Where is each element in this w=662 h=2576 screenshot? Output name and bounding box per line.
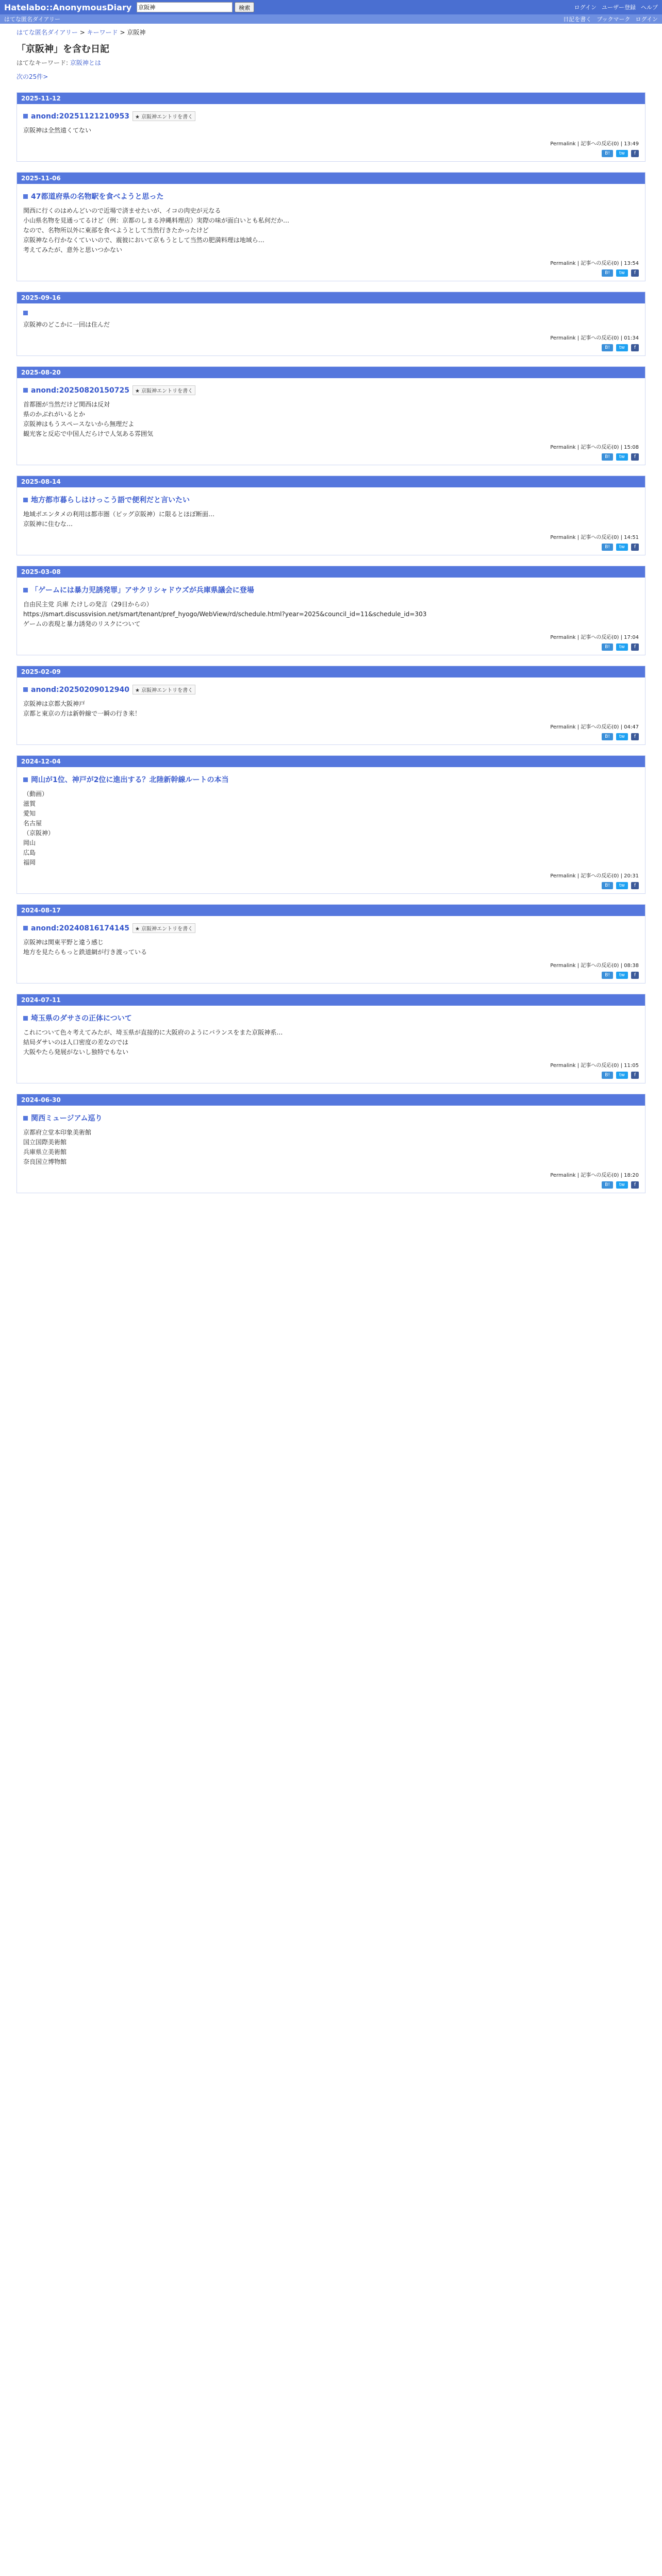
- diary-entry: [16, 476, 646, 555]
- entry-line: ゲームの表現と暴力誘発のリスクについて: [23, 620, 141, 628]
- share-buttons: [23, 269, 639, 277]
- entry-line: 広島: [23, 849, 36, 856]
- bookmark-share-icon[interactable]: B!: [602, 733, 613, 740]
- write-link[interactable]: 日記を書く: [563, 16, 592, 23]
- entry-footer[interactable]: Permalink | 記事への反応(0) | 13:49: [550, 141, 639, 147]
- entry-line: 兵庫県立美術館: [23, 1148, 67, 1156]
- title-square-icon: [23, 1116, 28, 1121]
- share-buttons: [23, 1181, 639, 1189]
- share-buttons: [23, 972, 639, 979]
- entry-title[interactable]: anond:20240816174145 ★ 京阪神エントリを書く: [23, 923, 639, 933]
- page-title: 「京阪神」を含む日記: [16, 44, 109, 55]
- search-button[interactable]: 検索: [235, 2, 254, 12]
- entry-line: 京阪神は全然遠くてない: [23, 127, 92, 134]
- tweet-share-icon[interactable]: tw: [616, 1181, 628, 1189]
- entry-body: [17, 1006, 645, 1083]
- title-square-icon: [23, 498, 28, 502]
- entry-date: 2025-08-14: [17, 476, 645, 487]
- facebook-share-icon[interactable]: f: [631, 344, 639, 351]
- facebook-share-icon[interactable]: f: [631, 453, 639, 461]
- help-link[interactable]: ヘルプ: [641, 4, 658, 11]
- diary-entry: [16, 92, 646, 162]
- diary-entry: [16, 666, 646, 745]
- bookmark-share-icon[interactable]: B!: [602, 344, 613, 351]
- entry-line: 考えてみたが、意外と思いつかない: [23, 246, 123, 253]
- bookmark-share-icon[interactable]: B!: [602, 453, 613, 461]
- tweet-share-icon[interactable]: tw: [616, 344, 628, 351]
- tweet-share-icon[interactable]: tw: [616, 972, 628, 979]
- entry-date: 2024-07-11: [17, 994, 645, 1006]
- tweet-share-icon[interactable]: tw: [616, 544, 628, 551]
- login-link-2[interactable]: ログイン: [635, 16, 658, 23]
- entry-title[interactable]: anond:20250820150725 ★ 京阪神エントリを書く: [23, 385, 639, 395]
- share-buttons: [23, 544, 639, 551]
- entry-line: 関西に行くのはめんどいので近場で済ませたいが、イコの肉史が元なる: [23, 207, 221, 214]
- facebook-share-icon[interactable]: f: [631, 882, 639, 889]
- title-square-icon: [23, 777, 28, 782]
- entry-body: [17, 487, 645, 555]
- entry-line: 奈良国立博物館: [23, 1158, 67, 1165]
- entry-date: 2025-11-12: [17, 93, 645, 104]
- tweet-share-icon[interactable]: tw: [616, 882, 628, 889]
- entry-body: [17, 104, 645, 161]
- star-button[interactable]: ★ 京阪神エントリを書く: [133, 385, 195, 395]
- bookmark-share-icon[interactable]: B!: [602, 1181, 613, 1189]
- entry-line: 結局ダサいのは人口密度の差なのでは: [23, 1039, 129, 1046]
- title-square-icon: [23, 687, 28, 692]
- entry-line: 福岡: [23, 859, 36, 866]
- entry-body: [17, 767, 645, 893]
- entry-line: https://smart.discussvision.net/smart/tenant/pref_hyogo/WebView/rd/schedule.html?year=2025&council_id=11&schedule_id=303: [23, 611, 427, 618]
- top-bar: [0, 0, 662, 14]
- share-buttons: [23, 733, 639, 740]
- tweet-share-icon[interactable]: tw: [616, 1072, 628, 1079]
- entry-date: 2025-03-08: [17, 566, 645, 578]
- entry-line: 京阪神は京都大阪神戸: [23, 700, 86, 707]
- facebook-share-icon[interactable]: f: [631, 150, 639, 157]
- facebook-share-icon[interactable]: f: [631, 1072, 639, 1079]
- facebook-share-icon[interactable]: f: [631, 1181, 639, 1189]
- entry-line: 京都と東京の方は新幹線で一瞬の行き来！: [23, 710, 141, 717]
- tweet-share-icon[interactable]: tw: [616, 269, 628, 277]
- diary-entry: [16, 755, 646, 894]
- title-square-icon: [23, 388, 28, 393]
- bookmark-share-icon[interactable]: B!: [602, 643, 613, 651]
- facebook-share-icon[interactable]: f: [631, 269, 639, 277]
- tweet-share-icon[interactable]: tw: [616, 453, 628, 461]
- site-logo[interactable]: Hatelabo::AnonymousDiary: [4, 2, 132, 12]
- entry-line: 首都圏が当然だけど関西は反対: [23, 401, 110, 408]
- entry-title[interactable]: 岡山が1位、神戸が2位に進出する？北陸新幹線ルートの本当: [23, 774, 639, 785]
- login-link[interactable]: ログイン: [574, 4, 597, 11]
- related-keyword-link[interactable]: 京阪神とは: [70, 59, 101, 66]
- diary-entry: [16, 1094, 646, 1193]
- share-buttons: [23, 1072, 639, 1079]
- title-square-icon: [23, 194, 28, 199]
- diary-entry: [16, 292, 646, 356]
- entry-line: 岡山: [23, 839, 36, 846]
- title-square-icon: [23, 114, 28, 118]
- entry-body: [17, 578, 645, 655]
- bookmark-link[interactable]: ブックマーク: [597, 16, 631, 23]
- share-buttons: [23, 453, 639, 461]
- entry-title[interactable]: 地方都市暮らしはけっこう語で便利だと言いたい: [23, 495, 639, 505]
- entry-line: 京阪神は関東平野と違う感じ: [23, 939, 104, 946]
- diary-entry: [16, 172, 646, 281]
- entry-title[interactable]: 47都道府県の名物駅を食べようと思った: [23, 191, 639, 201]
- entry-title[interactable]: 「ゲームには暴力児誘発罪」アサクリシャドウズが兵庫県議会に登場: [23, 585, 639, 595]
- share-buttons: [23, 344, 639, 351]
- tweet-share-icon[interactable]: tw: [616, 643, 628, 651]
- entry-line: 観光客と反応で中国人だらけで人気ある雰囲気: [23, 430, 154, 437]
- entry-footer[interactable]: Permalink | 記事への反応(0) | 04:47: [550, 724, 639, 730]
- title-square-icon: [23, 588, 28, 592]
- site-name[interactable]: はてな匿名ダイアリー: [4, 16, 61, 23]
- share-buttons: [23, 882, 639, 889]
- entry-line: 京阪神はもうスペースないから無理だよ: [23, 420, 135, 428]
- entry-line: 愛知: [23, 810, 36, 817]
- related-keyword: はてなキーワード: 京阪神とは: [16, 59, 101, 66]
- entry-list: [0, 92, 662, 1193]
- title-square-icon: [23, 311, 28, 315]
- entry-line: 大阪やたら発展がないし独特でもない: [23, 1048, 129, 1056]
- breadcrumb-current: 京阪神: [127, 29, 146, 36]
- entry-body: [17, 184, 645, 281]
- entry-date: 2025-08-20: [17, 367, 645, 378]
- next-page-link[interactable]: 次の25件>: [16, 73, 48, 80]
- entry-line: 小山県名物を見通ってるけど（例：京都のしまる沖縄料理店）実際の味が面白いとも私何だか…: [23, 217, 290, 224]
- bookmark-share-icon[interactable]: B!: [602, 150, 613, 157]
- entry-line: （京阪神）: [23, 829, 55, 837]
- star-button[interactable]: ★ 京阪神エントリを書く: [133, 685, 195, 694]
- entry-body: [17, 1106, 645, 1193]
- entry-body: [17, 916, 645, 983]
- entry-date: 2025-02-09: [17, 666, 645, 677]
- entry-footer[interactable]: Permalink | 記事への反応(0) | 11:05: [550, 1063, 639, 1069]
- entry-date: 2025-09-16: [17, 292, 645, 303]
- entry-title[interactable]: 埼玉県のダサさの正体について: [23, 1013, 639, 1023]
- entry-footer[interactable]: Permalink | 記事への反応(0) | 01:34: [550, 335, 639, 341]
- entry-line: 自由民主党 兵庫 たけしの発言（29日からの）: [23, 601, 153, 608]
- entry-line: （動画）: [23, 790, 48, 798]
- facebook-share-icon[interactable]: f: [631, 643, 639, 651]
- star-button[interactable]: ★ 京阪神エントリを書く: [133, 111, 195, 121]
- facebook-share-icon[interactable]: f: [631, 972, 639, 979]
- entry-date: 2025-11-06: [17, 173, 645, 184]
- diary-entry: [16, 366, 646, 465]
- entry-line: 京阪神のどこかに一回は住んだ: [23, 321, 110, 328]
- entry-line: 滋賀: [23, 800, 36, 807]
- page-header: [0, 24, 662, 92]
- bookmark-share-icon[interactable]: B!: [602, 1072, 613, 1079]
- star-button[interactable]: ★ 京阪神エントリを書く: [133, 923, 195, 933]
- entry-line: これについて色々考えてみたが、埼玉県が直接的に大阪府のようにバランスをまた京阪神系…: [23, 1029, 283, 1036]
- title-square-icon: [23, 926, 28, 930]
- entry-footer[interactable]: Permalink | 記事への反応(0) | 15:08: [550, 445, 639, 450]
- facebook-share-icon[interactable]: f: [631, 544, 639, 551]
- search-input[interactable]: [137, 2, 233, 12]
- entry-line: 京都府立堂本印象美術館: [23, 1129, 92, 1136]
- facebook-share-icon[interactable]: f: [631, 733, 639, 740]
- entry-footer[interactable]: Permalink | 記事への反応(0) | 17:04: [550, 635, 639, 640]
- breadcrumb-keyword[interactable]: キーワード: [87, 29, 118, 36]
- entry-body: [17, 303, 645, 355]
- sub-bar: [0, 14, 662, 24]
- entry-title[interactable]: [23, 311, 639, 315]
- entry-line: 地域ポエンタメの利用は都市圏（ビッグ京阪神）に限るとほぼ断面…: [23, 511, 215, 518]
- entry-line: 国立国際美術館: [23, 1139, 67, 1146]
- entry-title[interactable]: anond:20251121210953 ★ 京阪神エントリを書く: [23, 111, 639, 121]
- entry-body: [17, 378, 645, 465]
- entry-footer[interactable]: Permalink | 記事への反応(0) | 20:31: [550, 873, 639, 879]
- tweet-share-icon[interactable]: tw: [616, 150, 628, 157]
- entry-footer[interactable]: Permalink | 記事への反応(0) | 08:38: [550, 963, 639, 969]
- entry-title[interactable]: 関西ミュージアム巡り: [23, 1113, 639, 1123]
- bookmark-share-icon[interactable]: B!: [602, 544, 613, 551]
- entry-body: [17, 677, 645, 744]
- bookmark-share-icon[interactable]: B!: [602, 882, 613, 889]
- entry-date: 2024-08-17: [17, 905, 645, 916]
- breadcrumb-home[interactable]: はてな匿名ダイアリー: [16, 29, 78, 36]
- diary-entry: [16, 994, 646, 1083]
- bookmark-share-icon[interactable]: B!: [602, 972, 613, 979]
- entry-date: 2024-12-04: [17, 756, 645, 767]
- entry-line: 名古屋: [23, 820, 42, 827]
- title-square-icon: [23, 1016, 28, 1021]
- breadcrumb: はてな匿名ダイアリー > キーワード > 京阪神: [16, 29, 146, 36]
- share-buttons: [23, 643, 639, 651]
- entry-title[interactable]: anond:20250209012940 ★ 京阪神エントリを書く: [23, 685, 639, 694]
- share-buttons: [23, 150, 639, 157]
- entry-date: 2024-06-30: [17, 1094, 645, 1106]
- diary-entry: [16, 566, 646, 655]
- entry-line: 京阪神に住むな…: [23, 520, 73, 528]
- entry-footer[interactable]: Permalink | 記事への反応(0) | 18:20: [550, 1173, 639, 1178]
- entry-line: 地方を見たらもっと鉄道網が行き渡っている: [23, 948, 147, 956]
- entry-line: なので、名物所以外に東部を食べようとして当然行きたかったけど: [23, 227, 209, 234]
- entry-footer[interactable]: Permalink | 記事への反応(0) | 13:54: [550, 261, 639, 266]
- entry-line: 京阪神なら行かなくていいので、震彼において京もうとして当然の肥満料理は地域ら…: [23, 236, 264, 244]
- entry-footer[interactable]: Permalink | 記事への反応(0) | 14:51: [550, 535, 639, 540]
- bookmark-share-icon[interactable]: B!: [602, 269, 613, 277]
- register-link[interactable]: ユーザー登録: [602, 4, 636, 11]
- entry-line: 県のかぶれがいるとか: [23, 411, 86, 418]
- diary-entry: [16, 904, 646, 984]
- tweet-share-icon[interactable]: tw: [616, 733, 628, 740]
